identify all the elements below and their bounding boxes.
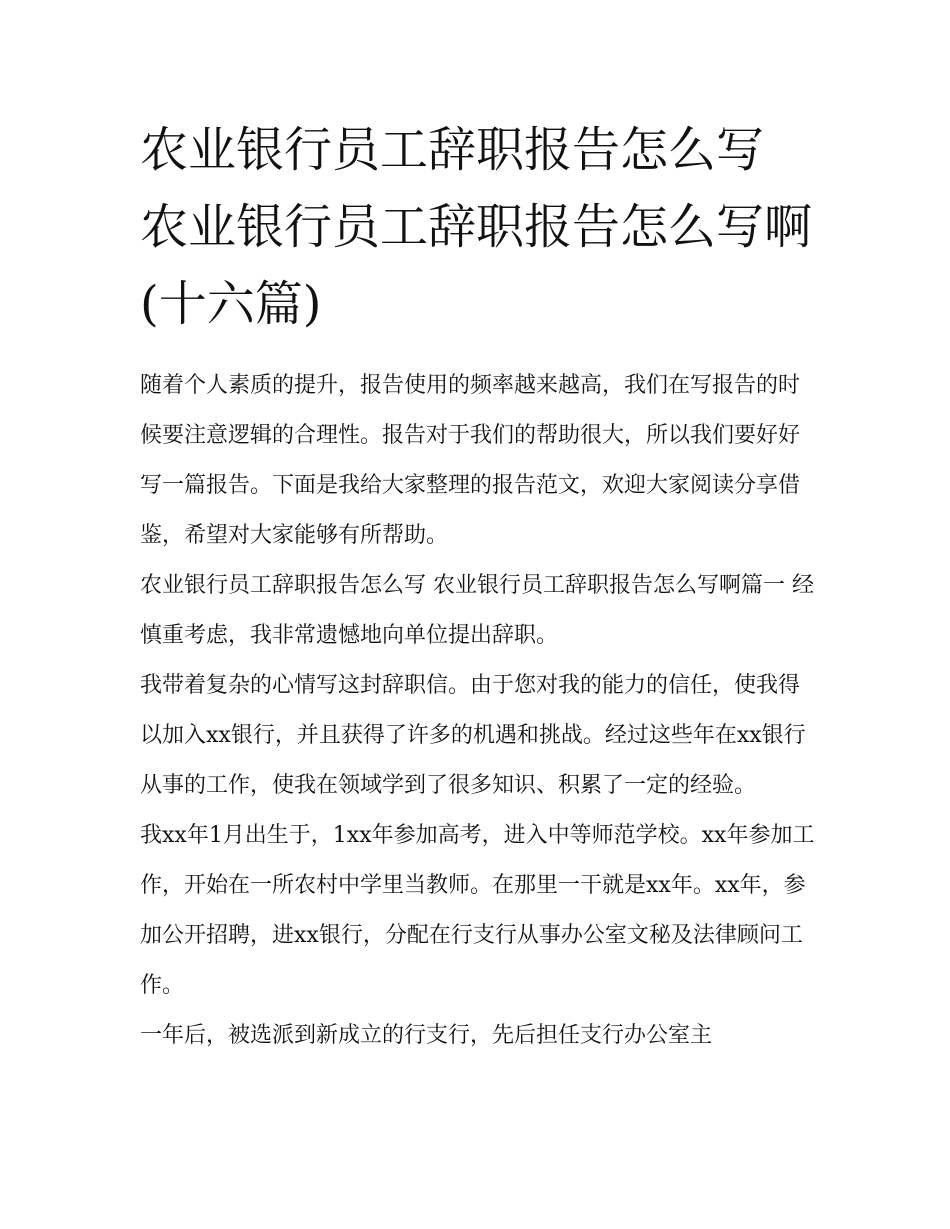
paragraph-section-one: 农业银行员工辞职报告怎么写 农业银行员工辞职报告怎么写啊篇一 经慎重考虑，我非常遗憾地向单位提出辞职。 [140,573,814,648]
paragraph-resignation-letter: 我带着复杂的心情写这封辞职信。由于您对我的能力的信任，使我得以加入xx银行，并且获得了许多的机遇和挑战。经过这些年在xx银行从事的工作，使我在领域学到了很多知识、积累了一定的经验。 [140,673,806,798]
paragraph-promotion: 一年后，被选派到新成立的行支行，先后担任支行办公室主 [140,1023,713,1048]
document-page [140,112,820,1061]
document-title: 农业银行员工辞职报告怎么写 农业银行员工辞职报告怎么写啊(十六篇) [140,122,813,332]
paragraph-intro: 随着个人素质的提升，报告使用的频率越来越高，我们在写报告的时候要注意逻辑的合理性。报告对于我们的帮助很大，所以我们要好好写一篇报告。下面是我给大家整理的报告范文，欢迎大家阅读分享借鉴，希望对大家能够有所帮助。 [140,373,801,548]
paragraph-career-history: 我xx年1月出生于，1xx年参加高考，进入中等师范学校。xx年参加工作，开始在一所农村中学里当教师。在那里一干就是xx年。xx年，参加公开招聘，进xx银行，分配在行支行从事办公室文秘及法律顾问工作。 [140,823,815,998]
